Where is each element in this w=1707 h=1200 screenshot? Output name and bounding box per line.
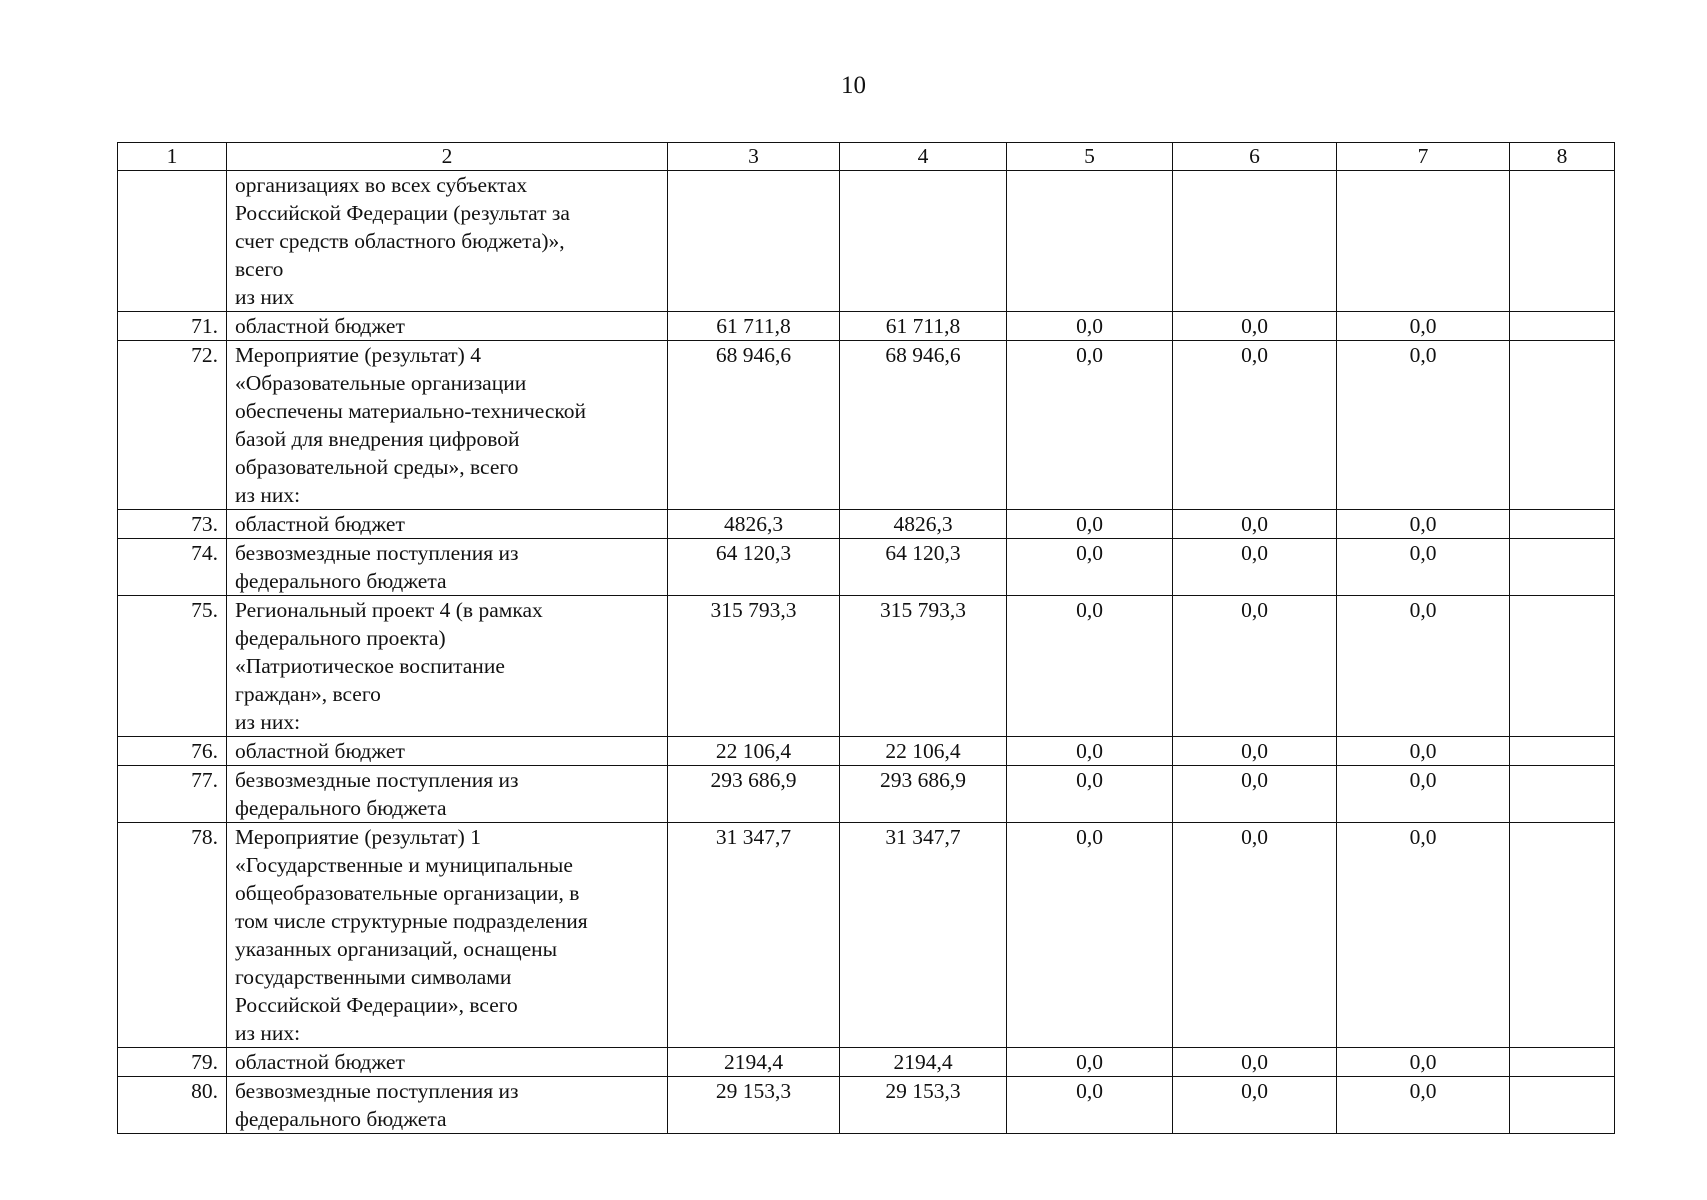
cell-col-7: 0,0 <box>1337 539 1510 596</box>
cell-col-5: 0,0 <box>1007 1048 1173 1077</box>
cell-col-4: 2194,4 <box>840 1048 1007 1077</box>
cell-col-4: 4826,3 <box>840 510 1007 539</box>
cell-col-5: 0,0 <box>1007 539 1173 596</box>
cell-col-6 <box>1173 171 1337 312</box>
cell-col-3: 315 793,3 <box>668 596 840 737</box>
table-row <box>118 312 1615 341</box>
table-row <box>118 341 1615 510</box>
cell-col-4: 29 153,3 <box>840 1077 1007 1134</box>
cell-col-6: 0,0 <box>1173 341 1337 510</box>
table-row <box>118 171 1615 312</box>
cell-col-6: 0,0 <box>1173 312 1337 341</box>
row-description: Региональный проект 4 (в рамках федерального проекта) «Патриотическое воспитание граждан», всего из них: <box>227 596 668 737</box>
cell-col-6: 0,0 <box>1173 539 1337 596</box>
cell-col-6: 0,0 <box>1173 823 1337 1048</box>
cell-col-8 <box>1510 341 1615 510</box>
cell-col-3: 31 347,7 <box>668 823 840 1048</box>
cell-col-7: 0,0 <box>1337 341 1510 510</box>
cell-col-7: 0,0 <box>1337 737 1510 766</box>
table-row <box>118 1077 1615 1134</box>
column-header: 8 <box>1510 143 1615 171</box>
table-row <box>118 1048 1615 1077</box>
cell-col-4: 31 347,7 <box>840 823 1007 1048</box>
cell-col-3: 29 153,3 <box>668 1077 840 1134</box>
cell-col-8 <box>1510 823 1615 1048</box>
cell-col-7: 0,0 <box>1337 312 1510 341</box>
row-number: 77. <box>118 766 227 823</box>
row-description: Мероприятие (результат) 4 «Образовательные организации обеспечены материально-технической базой для внедрения цифровой образовательной среды», всего из них: <box>227 341 668 510</box>
cell-col-8 <box>1510 312 1615 341</box>
row-number: 78. <box>118 823 227 1048</box>
cell-col-7: 0,0 <box>1337 510 1510 539</box>
cell-col-4: 22 106,4 <box>840 737 1007 766</box>
cell-col-6: 0,0 <box>1173 766 1337 823</box>
row-description: Мероприятие (результат) 1 «Государственные и муниципальные общеобразовательные организации, в том числе структурные подразделения указанных организаций, оснащены государственными символами Российской Федерации», всего из них: <box>227 823 668 1048</box>
budget-table <box>117 142 1615 1134</box>
cell-col-6: 0,0 <box>1173 510 1337 539</box>
table-row <box>118 737 1615 766</box>
cell-col-7: 0,0 <box>1337 1048 1510 1077</box>
cell-col-5: 0,0 <box>1007 737 1173 766</box>
row-description: безвозмездные поступления из федерального бюджета <box>227 1077 668 1134</box>
row-description: безвозмездные поступления из федерального бюджета <box>227 766 668 823</box>
row-number <box>118 171 227 312</box>
cell-col-5: 0,0 <box>1007 596 1173 737</box>
cell-col-8 <box>1510 1048 1615 1077</box>
cell-col-8 <box>1510 171 1615 312</box>
row-number: 80. <box>118 1077 227 1134</box>
column-header: 1 <box>118 143 227 171</box>
row-description: областной бюджет <box>227 510 668 539</box>
cell-col-7 <box>1337 171 1510 312</box>
cell-col-7: 0,0 <box>1337 1077 1510 1134</box>
cell-col-5: 0,0 <box>1007 510 1173 539</box>
cell-col-5: 0,0 <box>1007 1077 1173 1134</box>
cell-col-3: 64 120,3 <box>668 539 840 596</box>
cell-col-3: 22 106,4 <box>668 737 840 766</box>
cell-col-7: 0,0 <box>1337 823 1510 1048</box>
cell-col-8 <box>1510 766 1615 823</box>
cell-col-8 <box>1510 596 1615 737</box>
column-header: 5 <box>1007 143 1173 171</box>
cell-col-3: 61 711,8 <box>668 312 840 341</box>
cell-col-3: 293 686,9 <box>668 766 840 823</box>
cell-col-3 <box>668 171 840 312</box>
row-number: 75. <box>118 596 227 737</box>
cell-col-3: 2194,4 <box>668 1048 840 1077</box>
table-header-row <box>118 143 1615 171</box>
cell-col-6: 0,0 <box>1173 1077 1337 1134</box>
column-header: 7 <box>1337 143 1510 171</box>
cell-col-4: 61 711,8 <box>840 312 1007 341</box>
row-number: 79. <box>118 1048 227 1077</box>
cell-col-5: 0,0 <box>1007 312 1173 341</box>
column-header: 2 <box>227 143 668 171</box>
table-row <box>118 596 1615 737</box>
cell-col-6: 0,0 <box>1173 596 1337 737</box>
cell-col-6: 0,0 <box>1173 1048 1337 1077</box>
column-header: 6 <box>1173 143 1337 171</box>
cell-col-4: 315 793,3 <box>840 596 1007 737</box>
cell-col-6: 0,0 <box>1173 737 1337 766</box>
row-number: 72. <box>118 341 227 510</box>
cell-col-7: 0,0 <box>1337 596 1510 737</box>
table-row <box>118 539 1615 596</box>
row-description: безвозмездные поступления из федерального бюджета <box>227 539 668 596</box>
row-number: 76. <box>118 737 227 766</box>
row-number: 74. <box>118 539 227 596</box>
cell-col-7: 0,0 <box>1337 766 1510 823</box>
cell-col-8 <box>1510 1077 1615 1134</box>
column-header: 3 <box>668 143 840 171</box>
row-description: областной бюджет <box>227 737 668 766</box>
row-number: 73. <box>118 510 227 539</box>
cell-col-3: 68 946,6 <box>668 341 840 510</box>
cell-col-4: 68 946,6 <box>840 341 1007 510</box>
cell-col-4 <box>840 171 1007 312</box>
table-row <box>118 823 1615 1048</box>
cell-col-8 <box>1510 539 1615 596</box>
row-description: областной бюджет <box>227 1048 668 1077</box>
cell-col-5: 0,0 <box>1007 766 1173 823</box>
column-header: 4 <box>840 143 1007 171</box>
page-number: 10 <box>841 72 866 99</box>
table-row <box>118 510 1615 539</box>
cell-col-8 <box>1510 510 1615 539</box>
cell-col-5 <box>1007 171 1173 312</box>
cell-col-5: 0,0 <box>1007 823 1173 1048</box>
cell-col-5: 0,0 <box>1007 341 1173 510</box>
table-row <box>118 766 1615 823</box>
cell-col-4: 64 120,3 <box>840 539 1007 596</box>
cell-col-3: 4826,3 <box>668 510 840 539</box>
row-description: организациях во всех субъектах Российской Федерации (результат за счет средств областного бюджета)», всего из них <box>227 171 668 312</box>
cell-col-8 <box>1510 737 1615 766</box>
row-description: областной бюджет <box>227 312 668 341</box>
cell-col-4: 293 686,9 <box>840 766 1007 823</box>
row-number: 71. <box>118 312 227 341</box>
